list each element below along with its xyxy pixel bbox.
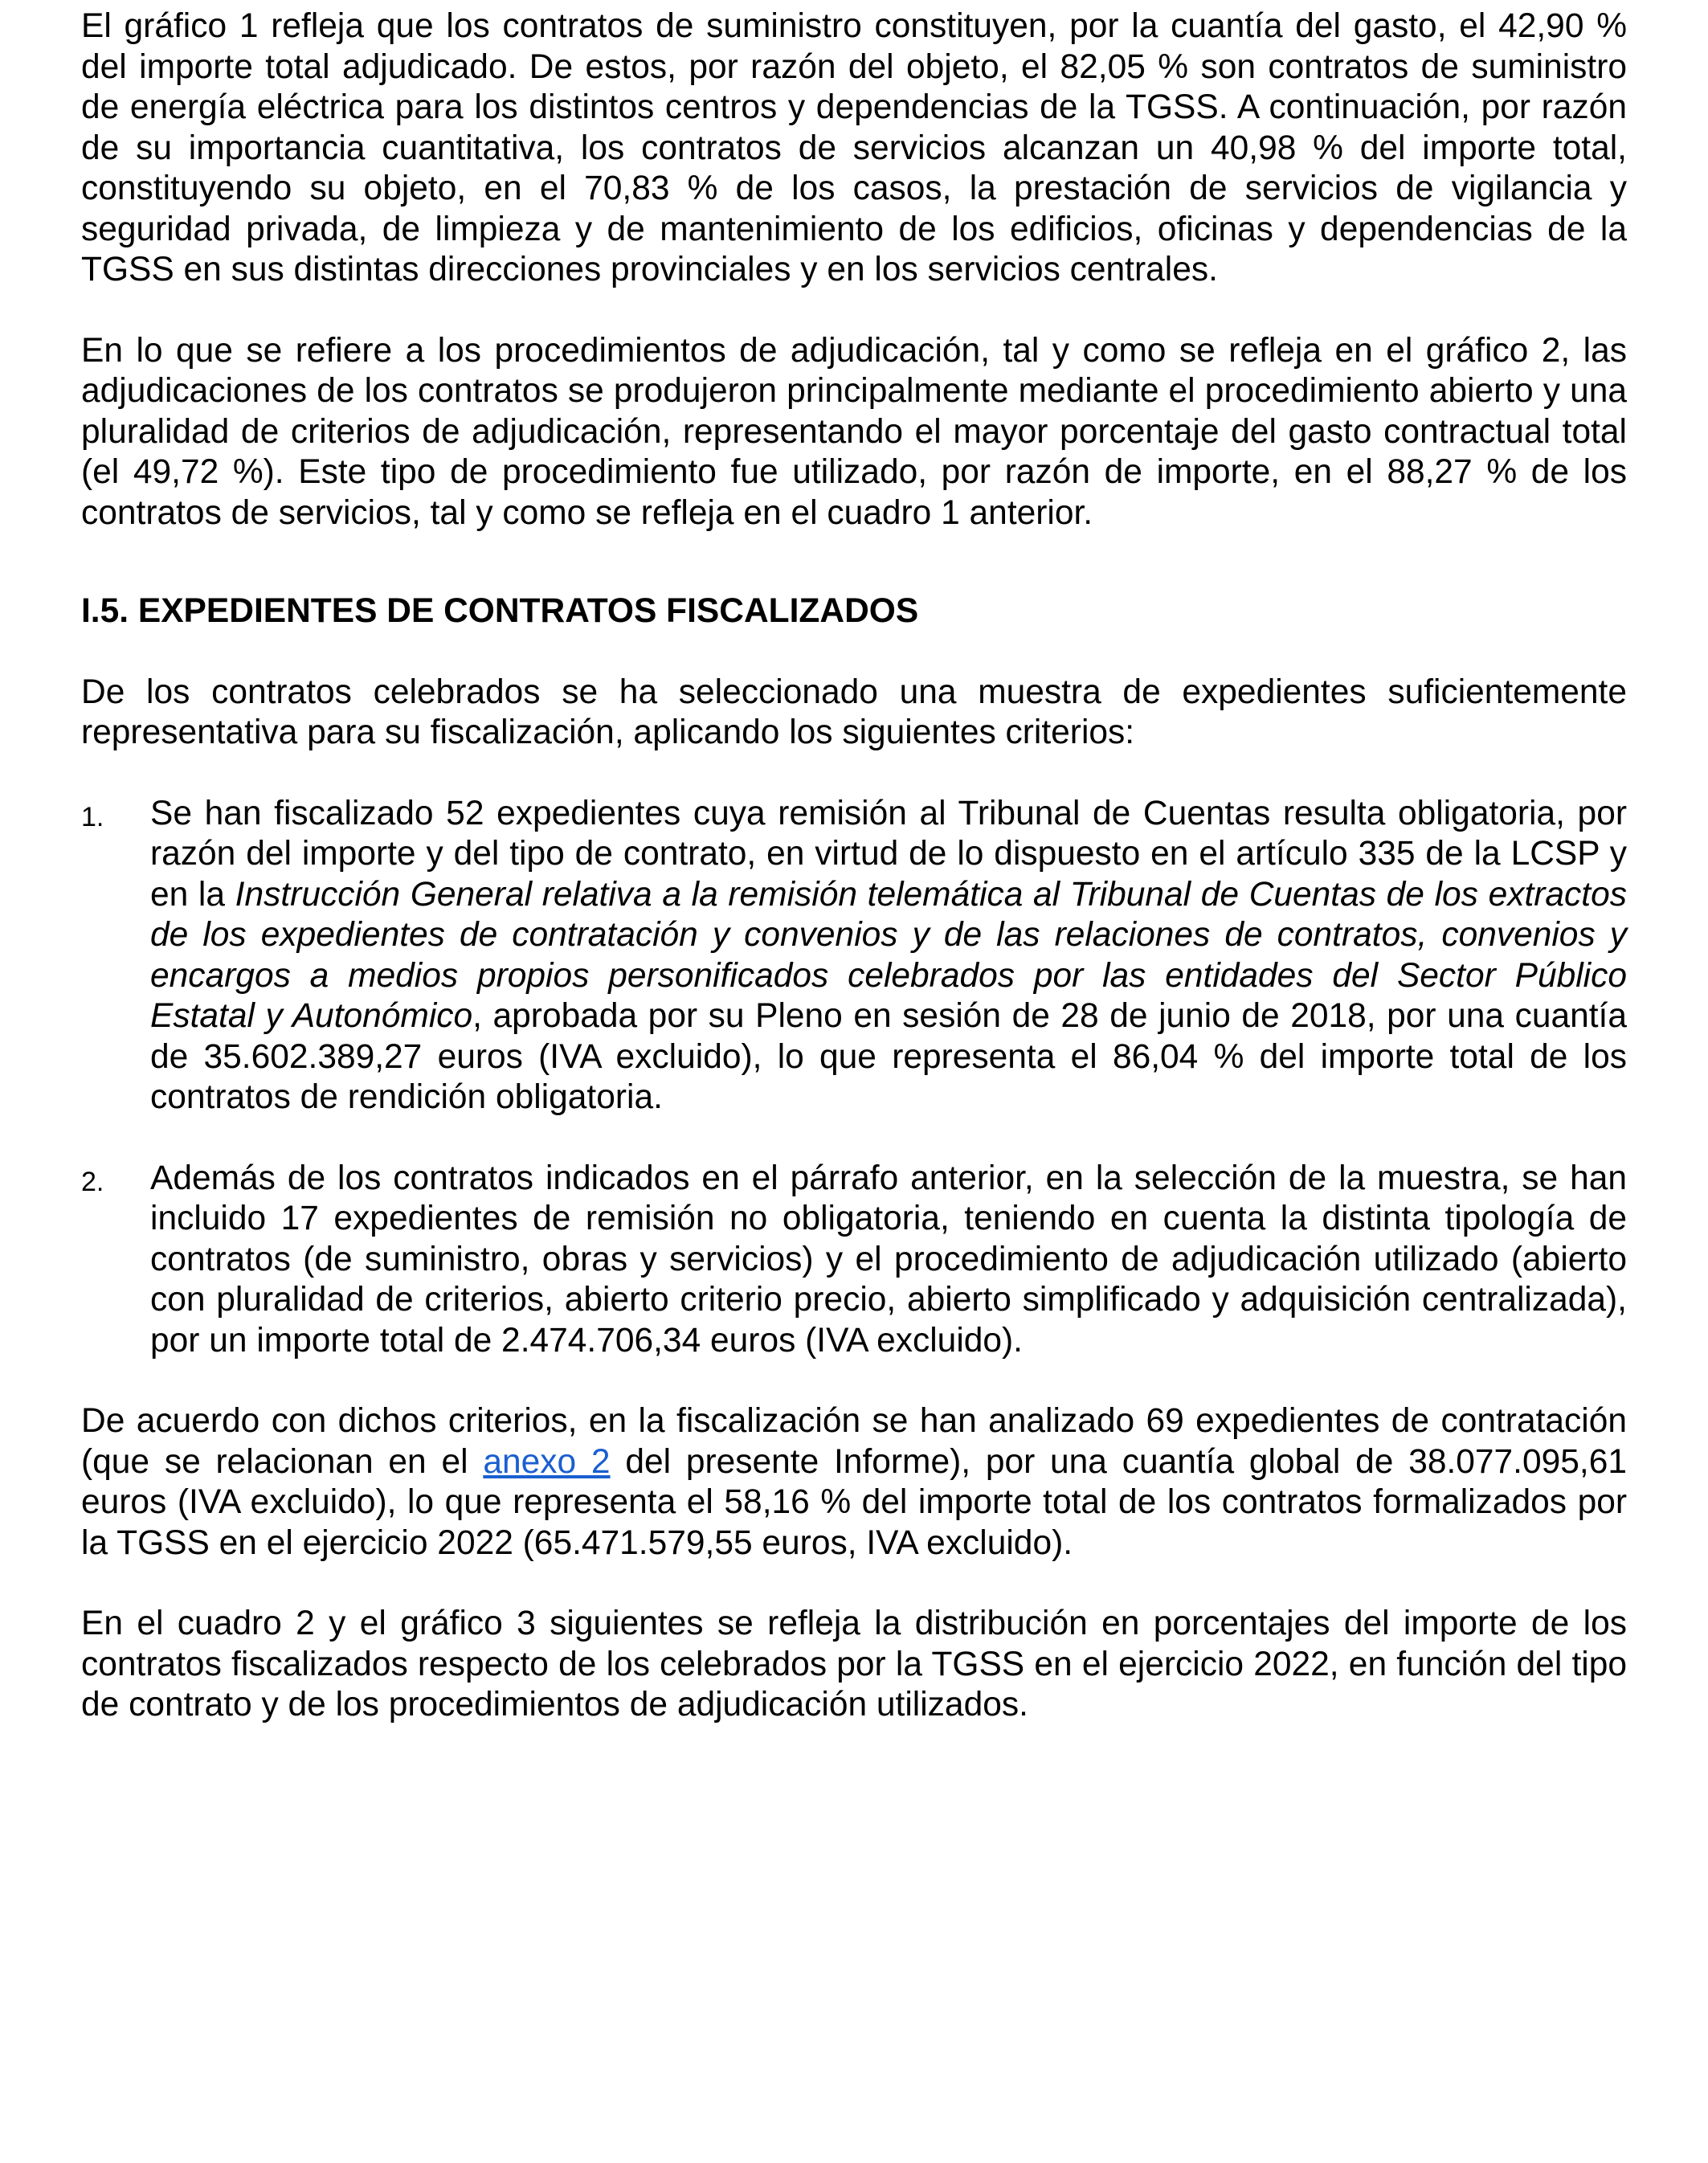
list-item-number: 1. — [81, 801, 104, 832]
list-item-text: Además de los contratos indicados en el párrafo anterior, en la selección de la muestra, se han incluido 17 expedientes de remisión no obligatoria, teniendo en cuenta la distinta tipología de contratos (de suministro, obras y servicios) y el procedimiento de adjudicación utilizado (abierto con pluralidad de criterios, abierto criterio precio, abierto simplificado y adquisición centralizada), por un importe total de 2.474.706,34 euros (IVA excluido). — [150, 1159, 1627, 1360]
list-item-text — [150, 794, 1627, 1118]
instruction-title: Instrucción General relativa a la remisión telemática al Tribunal de Cuentas de los extractos de los expedientes de contratación y convenios y de las relaciones de contratos, convenios y encargos a medios propios personificados celebrados por las entidades del Sector Público Estatal y Autonómico — [150, 875, 1627, 1035]
list-item-text-start: Se han fiscalizado 52 expedientes cuya remisión al Tribunal de Cuentas resulta obligatoria, por razón del importe y del tipo de contrato, en virtud de lo dispuesto en el artículo 335 de la LCSP y en la — [150, 794, 1627, 914]
annex-2-link[interactable]: anexo 2 — [483, 1442, 611, 1481]
paragraph-award-procedures: En lo que se refiere a los procedimientos de adjudicación, tal y como se refleja en el gráfico 2, las adjudicaciones de los contratos se produjeron principalmente mediante el procedimiento abierto y una pluralidad de criterios de adjudicación, representando el mayor porcentaje del gasto contractual total (el 49,72 %). Este tipo de procedimiento fue utilizado, por razón de importe, en el 88,27 % de los contratos de servicios, tal y como se refleja en el cuadro 1 anterior. — [81, 331, 1627, 532]
list-item-number: 2. — [81, 1166, 104, 1197]
paragraph-contract-types: El gráfico 1 refleja que los contratos de suministro constituyen, por la cuantía del gasto, el 42,90 % del importe total adjudicado. De estos, por razón del objeto, el 82,05 % son contratos de suministro de energía eléctrica para los distintos centros y dependencias de la TGSS. A continuación, por razón de su importancia cuantitativa, los contratos de servicios alcanzan un 40,98 % del importe total, constituyendo su objeto, en el 70,83 % de los casos, la prestación de servicios de vigilancia y seguridad privada, de limpieza y de mantenimiento de los edificios, oficinas y dependencias de la TGSS en sus distintas direcciones provinciales y en los servicios centrales. — [81, 7, 1627, 288]
paragraph-text-before-link: De acuerdo con dichos criterios, en la fiscalización se han analizado 69 expedientes de contratación (que se relacionan en el — [81, 1402, 1627, 1481]
paragraph-sample-selection: De los contratos celebrados se ha seleccionado una muestra de expedientes suficientemente representativa para su fiscalización, aplicando los siguientes criterios: — [81, 673, 1627, 751]
criteria-list — [81, 794, 1627, 1362]
list-item-text-end: , aprobada por su Pleno en sesión de 28 de junio de 2018, por una cuantía de 35.602.389,27 euros (IVA excluido), lo que representa el 86,04 % del importe total de los contratos de rendición obligatoria. — [150, 997, 1628, 1116]
list-item — [81, 794, 1627, 1118]
list-item — [81, 1159, 1627, 1362]
section-heading: I.5. EXPEDIENTES DE CONTRATOS FISCALIZADOS — [81, 592, 919, 630]
paragraph-distribution: En el cuadro 2 y el gráfico 3 siguientes se refleja la distribución en porcentajes del importe de los contratos fiscalizados respecto de los celebrados por la TGSS en el ejercicio 2022, en función del tipo de contrato y de los procedimientos de adjudicación utilizados. — [81, 1605, 1627, 1723]
paragraph-text-after-link: del presente Informe), por una cuantía global de 38.077.095,61 euros (IVA excluido), lo que representa el 58,16 % del importe total de los contratos formalizados por la TGSS en el ejercicio 2022 (65.471.579,55 euros, IVA excluido). — [81, 1442, 1627, 1562]
paragraph-analyzed-files — [81, 1401, 1627, 1564]
document-page — [81, 6, 1627, 1726]
